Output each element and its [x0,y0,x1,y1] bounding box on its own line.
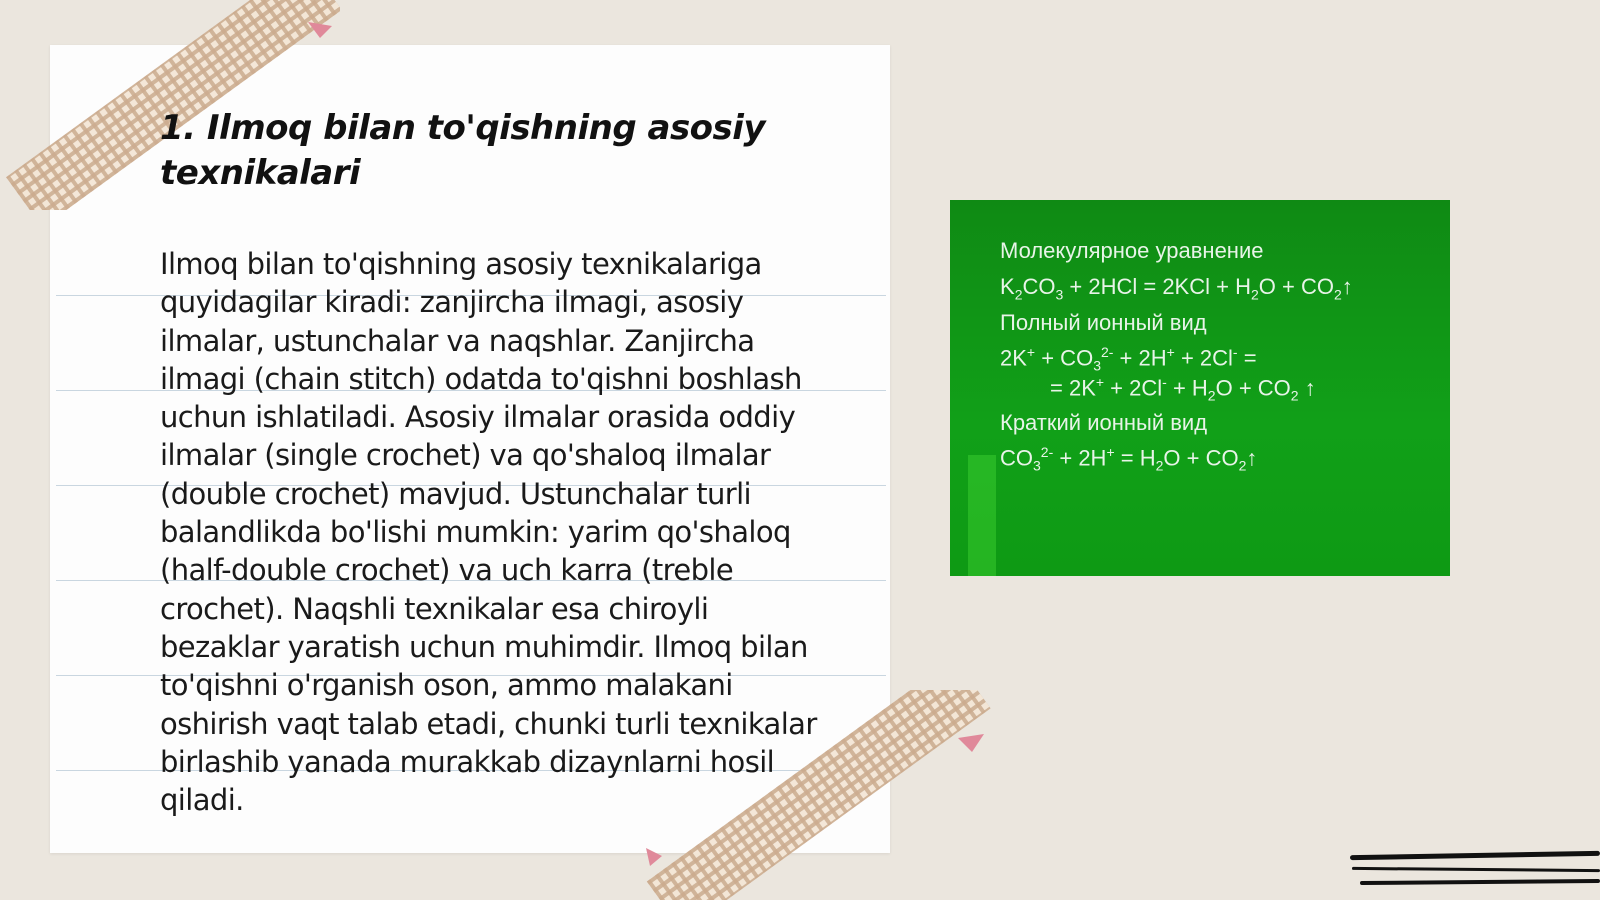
brush-stroke [1352,867,1600,872]
slide-body-text: Ilmoq bilan to'qishning asosiy texnikalariga quyidagilar kiradi: zanjircha ilmagi, asosiy ilmalar, ustunchalar va naqshlar. Zanjircha ilmagi (chain stitch) odatda to'qishni boshlash uchun ishlatiladi. Asosiy ilmalar orasida oddiy ilmalar (single crochet) va qo'shaloq ilmalar (double crochet) mavjud. Ustunchalar turli balandlikda bo'lishi mumkin: yarim qo'shaloq (half-double crochet) va uch karra (treble crochet). Naqshli texnikalar esa chiroyli bezaklar yaratish uchun muhimdir. Ilmoq bilan to'qishni o'rganish oson, ammo malakani oshirish vaqt talab etadi, chunki turli texnikalar birlashib yanada murakkab dizaynlarni hosil qiladi. [160,247,817,818]
pin-icon [958,734,984,752]
short-ionic-equation: $CO_3^{2-} + 2H^+ = H_2O$ + $CO_2↑$ [1000,444,1258,474]
full-ionic-equation-line-1: $2K^+ + CO_3^{2-} + 2H^+ + 2Cl^-$ = [1000,344,1257,374]
pin-icon [646,848,662,866]
full-ionic-equation-line-2: = $2K^+ + 2Cl^- + H_2O + CO_2$ ↑ [1050,374,1316,404]
slide-title: 1. Ilmoq bilan to'qishning asosiy texnikalari [160,108,766,193]
brush-stroke [1350,851,1600,860]
panel-glare [968,455,996,576]
heading-full-ionic: Полный ионный вид [1000,310,1207,335]
chemistry-equations-image [950,200,1450,576]
heading-molecular-equation: Молекулярное уравнение [1000,238,1264,263]
heading-short-ionic: Краткий ионный вид [1000,410,1208,435]
brush-stroke [1360,879,1600,885]
molecular-equation: $K_2CO_3 + 2HCl = 2KCl + H_2O$ + $CO_2↑$ [1000,274,1353,303]
